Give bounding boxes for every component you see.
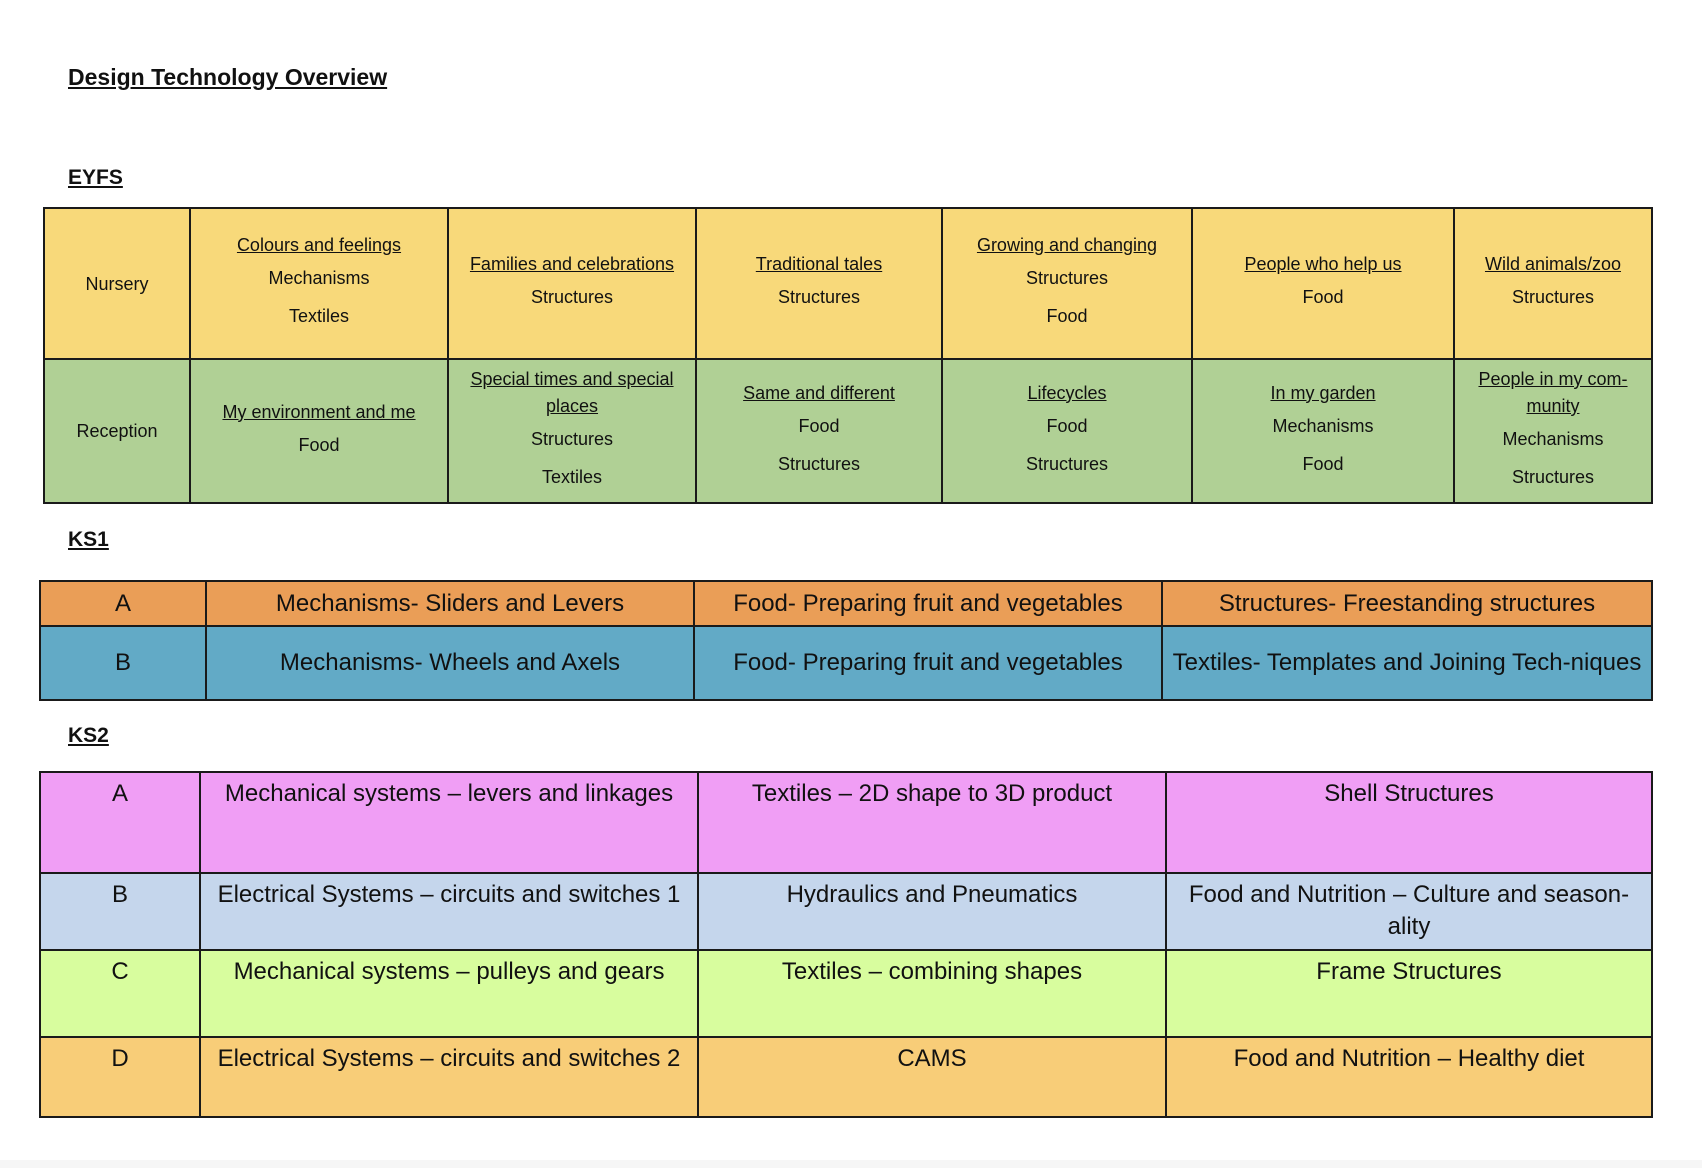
eyfs-focus-area: Textiles [541,467,603,487]
eyfs-cell [448,208,696,359]
ks1-row-label: A [40,581,206,626]
eyfs-cell [1192,208,1454,359]
eyfs-focus-area: Structures [777,453,861,474]
ks2-table [39,771,1653,1118]
eyfs-focus-area: Food [1302,453,1344,474]
eyfs-cell [448,359,696,503]
ks1-cell: Food- Preparing fruit and vegetables [694,581,1162,626]
eyfs-cell [1454,208,1652,359]
eyfs-focus-area: Structures [530,429,614,449]
eyfs-cell [942,359,1192,503]
eyfs-focus-area: Food [298,434,340,455]
ks1-row-label: B [40,626,206,700]
eyfs-topic-title: Lifecycles [1027,382,1107,403]
eyfs-focus-area: Structures [1511,287,1595,307]
eyfs-topic-title: Colours and feelings [236,235,402,255]
eyfs-focus-area: Mechanisms [1502,429,1604,449]
ks2-cell: Textiles – 2D shape to 3D product [698,772,1166,873]
ks1-cell: Structures- Freestanding structures [1162,581,1652,626]
ks2-cell: Frame Structures [1166,950,1652,1037]
ks2-row-label: C [40,950,200,1037]
eyfs-focus-area: Mechanisms [1272,415,1374,436]
eyfs-cell [190,208,448,359]
eyfs-topic-title: Special times and special places [470,369,674,416]
ks2-row-label: B [40,873,200,950]
eyfs-focus-area: Structures [1025,453,1109,474]
eyfs-topic-title: People who help us [1244,254,1402,274]
ks2-cell: Textiles – combining shapes [698,950,1166,1037]
ks1-row-b [40,626,1652,700]
eyfs-cell [696,359,942,503]
ks1-cell: Mechanisms- Sliders and Levers [206,581,694,626]
ks1-heading: KS1 [68,528,109,551]
ks2-row-c [40,950,1652,1037]
ks2-row-b [40,873,1652,950]
eyfs-row-reception [44,359,1652,503]
eyfs-cell [190,359,448,503]
eyfs-topic-title: My environment and me [222,401,416,422]
ks2-cell: Food and Nutrition – Healthy diet [1166,1037,1652,1117]
eyfs-focus-area: Structures [530,287,614,307]
eyfs-focus-area: Food [1302,287,1344,307]
ks1-table [39,580,1653,701]
eyfs-topic-title: People in my com-munity [1478,369,1628,416]
ks1-cell: Mechanisms- Wheels and Axels [206,626,694,700]
ks1-cell: Food- Preparing fruit and vegetables [694,626,1162,700]
ks2-cell: Hydraulics and Pneumatics [698,873,1166,950]
eyfs-row-label: Reception [44,359,190,503]
ks1-cell: Textiles- Templates and Joining Tech-niques [1162,626,1652,700]
ks2-row-label: A [40,772,200,873]
eyfs-topic-title: Traditional tales [755,254,883,274]
eyfs-heading: EYFS [68,166,123,189]
eyfs-row-label: Nursery [44,208,190,359]
eyfs-cell [1192,359,1454,503]
ks1-row-a [40,581,1652,626]
eyfs-topic-title: In my garden [1270,382,1376,403]
eyfs-table [43,207,1653,504]
ks2-cell: Food and Nutrition – Culture and season-ality [1166,873,1652,950]
ks2-cell: Mechanical systems – pulleys and gears [200,950,698,1037]
eyfs-focus-area: Textiles [288,306,350,326]
eyfs-focus-area: Food [798,415,840,436]
ks2-row-label: D [40,1037,200,1117]
eyfs-focus-area: Structures [1511,467,1595,487]
ks2-cell: Shell Structures [1166,772,1652,873]
ks2-cell: Electrical Systems – circuits and switches 1 [200,873,698,950]
eyfs-focus-area: Food [1046,306,1088,326]
eyfs-focus-area: Mechanisms [268,268,370,288]
ks2-cell: Electrical Systems – circuits and switches 2 [200,1037,698,1117]
eyfs-cell [942,208,1192,359]
eyfs-topic-title: Families and celebrations [469,254,675,274]
eyfs-topic-title: Growing and changing [976,235,1158,255]
ks2-heading: KS2 [68,724,109,747]
ks2-cell: Mechanical systems – levers and linkages [200,772,698,873]
eyfs-focus-area: Food [1046,415,1088,436]
eyfs-row-nursery [44,208,1652,359]
page-title: Design Technology Overview [68,64,388,90]
eyfs-topic-title: Same and different [743,382,895,403]
page-footer-band [0,1160,1702,1168]
ks2-row-a [40,772,1652,873]
eyfs-cell [1454,359,1652,503]
eyfs-cell [696,208,942,359]
eyfs-topic-title: Wild animals/zoo [1484,254,1622,274]
ks2-row-d [40,1037,1652,1117]
ks2-cell: CAMS [698,1037,1166,1117]
eyfs-focus-area: Structures [777,287,861,307]
eyfs-focus-area: Structures [1025,268,1109,288]
